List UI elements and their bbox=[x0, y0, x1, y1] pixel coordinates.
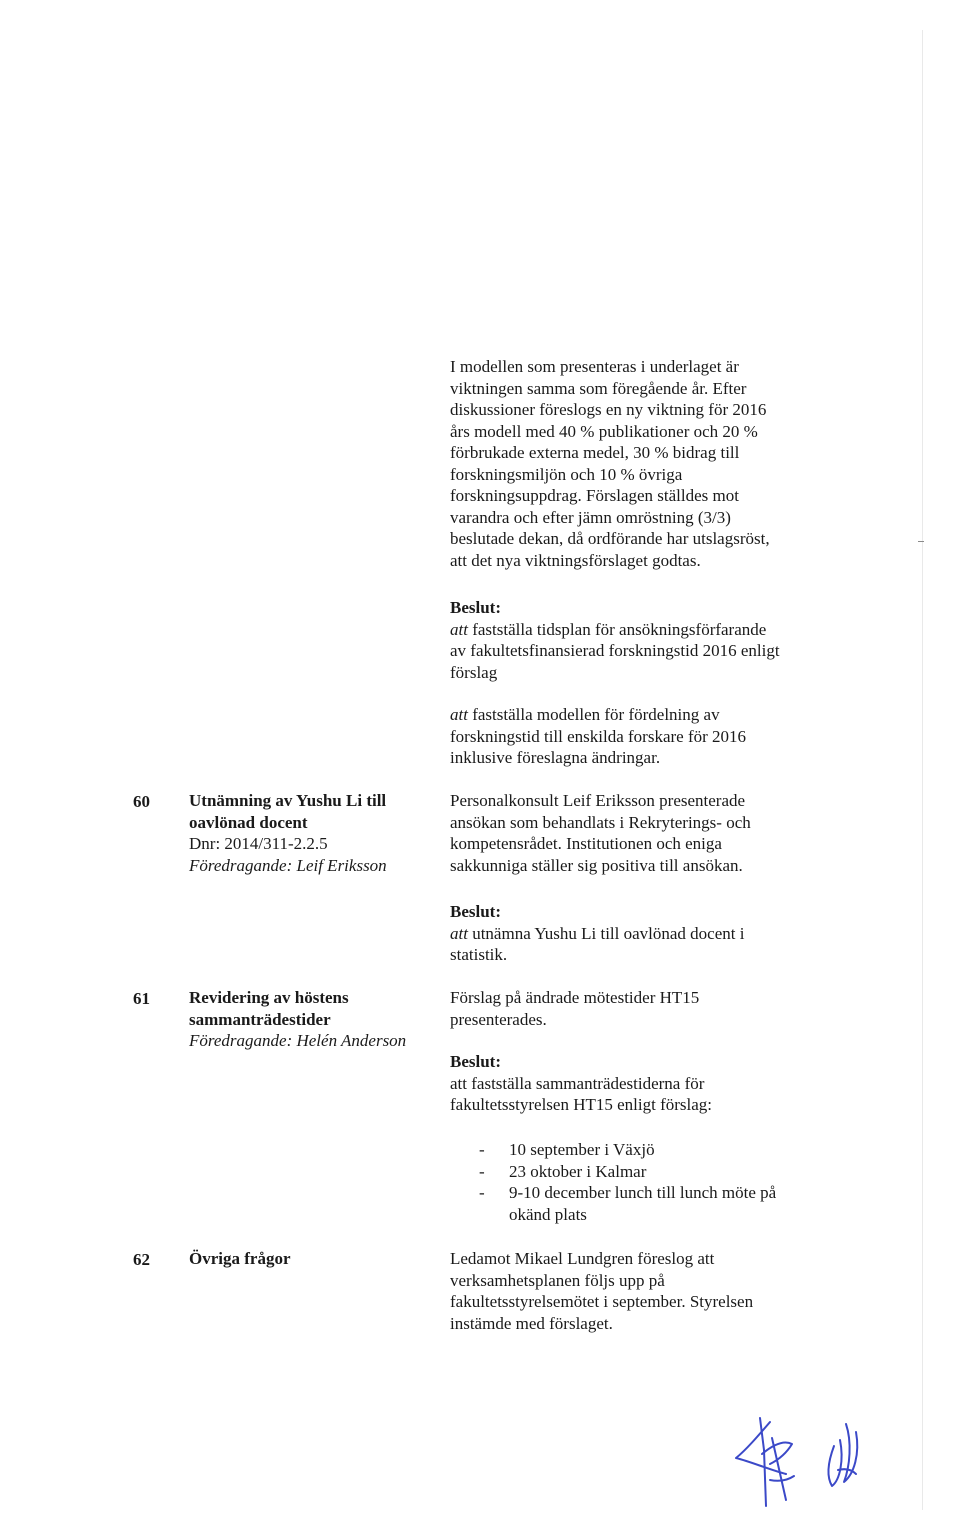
item-text-line: instämde med förslaget. bbox=[450, 1313, 613, 1333]
decision-item bbox=[450, 923, 830, 945]
list-item: - 10 september i Växjö bbox=[450, 1139, 820, 1161]
decision-block bbox=[450, 597, 830, 683]
signature-stroke bbox=[772, 1438, 786, 1500]
signature-initials bbox=[700, 1410, 900, 1520]
decision-text: av fakultetsfinansierad forskningstid 2016 enligt bbox=[450, 641, 780, 660]
intro-line: forskningsuppdrag. Förslagen ställdes mot bbox=[450, 486, 739, 505]
intro-line: I modellen som presenteras i underlaget är bbox=[450, 357, 739, 376]
item-number: 62 bbox=[133, 1250, 150, 1269]
page-edge-mark bbox=[918, 541, 924, 542]
intro-paragraph bbox=[450, 356, 830, 571]
decision-text: utnämna Yushu Li till oavlönad docent i bbox=[467, 923, 745, 943]
item-text-line: Personalkonsult Leif Eriksson presenterade bbox=[450, 791, 746, 810]
decision-text: forskningstid till enskilda forskare för 2016 bbox=[450, 726, 747, 746]
diary-number: Dnr: 2014/311-2.2.5 bbox=[189, 834, 328, 853]
att-word: att bbox=[450, 619, 468, 639]
decision-item bbox=[450, 704, 830, 726]
item-title: oavlönad docent bbox=[189, 812, 308, 832]
intro-line: forskningsmiljön och 10 % övriga bbox=[450, 464, 683, 484]
item-text bbox=[450, 1248, 830, 1334]
item-text-line: presenterades. bbox=[450, 1009, 547, 1029]
intro-line: förbrukade externa medel, 30 % bidrag till bbox=[450, 443, 740, 462]
intro-line: viktningen samma som föregående år. Efter bbox=[450, 378, 747, 398]
decision-text: inklusive föreslagna ändringar. bbox=[450, 748, 661, 767]
item-title: Revidering av höstens bbox=[189, 988, 349, 1007]
item-number: 60 bbox=[133, 792, 150, 811]
meeting-dates-list bbox=[450, 1139, 820, 1225]
att-word: att bbox=[450, 705, 468, 724]
item-title-block bbox=[189, 987, 434, 1052]
item-text-line: kompetensrådet. Institutionen och eniga bbox=[450, 834, 722, 853]
decision-text: förslag bbox=[450, 662, 498, 682]
presenter: Föredragande: Leif Eriksson bbox=[189, 855, 387, 875]
list-item: - 23 oktober i Kalmar bbox=[450, 1161, 820, 1183]
decision-heading: Beslut: bbox=[450, 1052, 501, 1071]
item-text-line: fakultetsstyrelsemötet i september. Styrelsen bbox=[450, 1292, 754, 1311]
att-word: att bbox=[450, 923, 468, 943]
decision-block bbox=[450, 1051, 830, 1116]
item-text-line: sakkunniga ställer sig positiva till ansökan. bbox=[450, 855, 743, 875]
item-title: Övriga frågor bbox=[189, 1249, 291, 1268]
item-text bbox=[450, 987, 830, 1030]
decision-heading: Beslut: bbox=[450, 598, 501, 617]
item-title: Utnämning av Yushu Li till bbox=[189, 791, 387, 810]
intro-line: beslutade dekan, då ordförande har utslagsröst, bbox=[450, 529, 770, 548]
item-text-line: Ledamot Mikael Lundgren föreslog att bbox=[450, 1249, 715, 1268]
signature-stroke bbox=[828, 1440, 841, 1486]
item-number: 61 bbox=[133, 989, 150, 1008]
page-edge-line bbox=[922, 30, 923, 1510]
presenter: Föredragande: Helén Anderson bbox=[189, 1031, 407, 1050]
decision-text: fakultetsstyrelsen HT15 enligt förslag: bbox=[450, 1095, 713, 1114]
item-text-line: verksamhetsplanen följs upp på bbox=[450, 1270, 665, 1290]
decision-text: fastställa tidsplan för ansökningsförfarande bbox=[467, 619, 767, 639]
decision-block bbox=[450, 901, 830, 966]
item-text-line: Förslag på ändrade mötestider HT15 bbox=[450, 988, 700, 1007]
list-item: - 9-10 december lunch till lunch möte på okänd plats bbox=[450, 1182, 820, 1225]
decision-text: fastställa modellen för fördelning av bbox=[467, 705, 720, 724]
item-title: sammanträdestider bbox=[189, 1009, 331, 1029]
decision-text: att fastställa sammanträdestiderna för bbox=[450, 1073, 705, 1093]
intro-line: års modell med 40 % publikationer och 20 % bbox=[450, 421, 758, 441]
item-title-block bbox=[189, 790, 434, 876]
decision-text: statistik. bbox=[450, 945, 508, 964]
intro-line: diskussioner föreslogs en ny viktning för 2016 bbox=[450, 400, 767, 419]
intro-line: varandra och efter jämn omröstning (3/3) bbox=[450, 507, 731, 527]
decision-heading: Beslut: bbox=[450, 902, 501, 921]
item-title-block bbox=[189, 1248, 434, 1270]
decision-item bbox=[450, 619, 830, 641]
decision-block bbox=[450, 704, 830, 769]
intro-line: att det nya viktningsförslaget godtas. bbox=[450, 550, 701, 570]
item-text bbox=[450, 790, 830, 876]
item-text-line: ansökan som behandlats i Rekryterings- och bbox=[450, 812, 751, 832]
